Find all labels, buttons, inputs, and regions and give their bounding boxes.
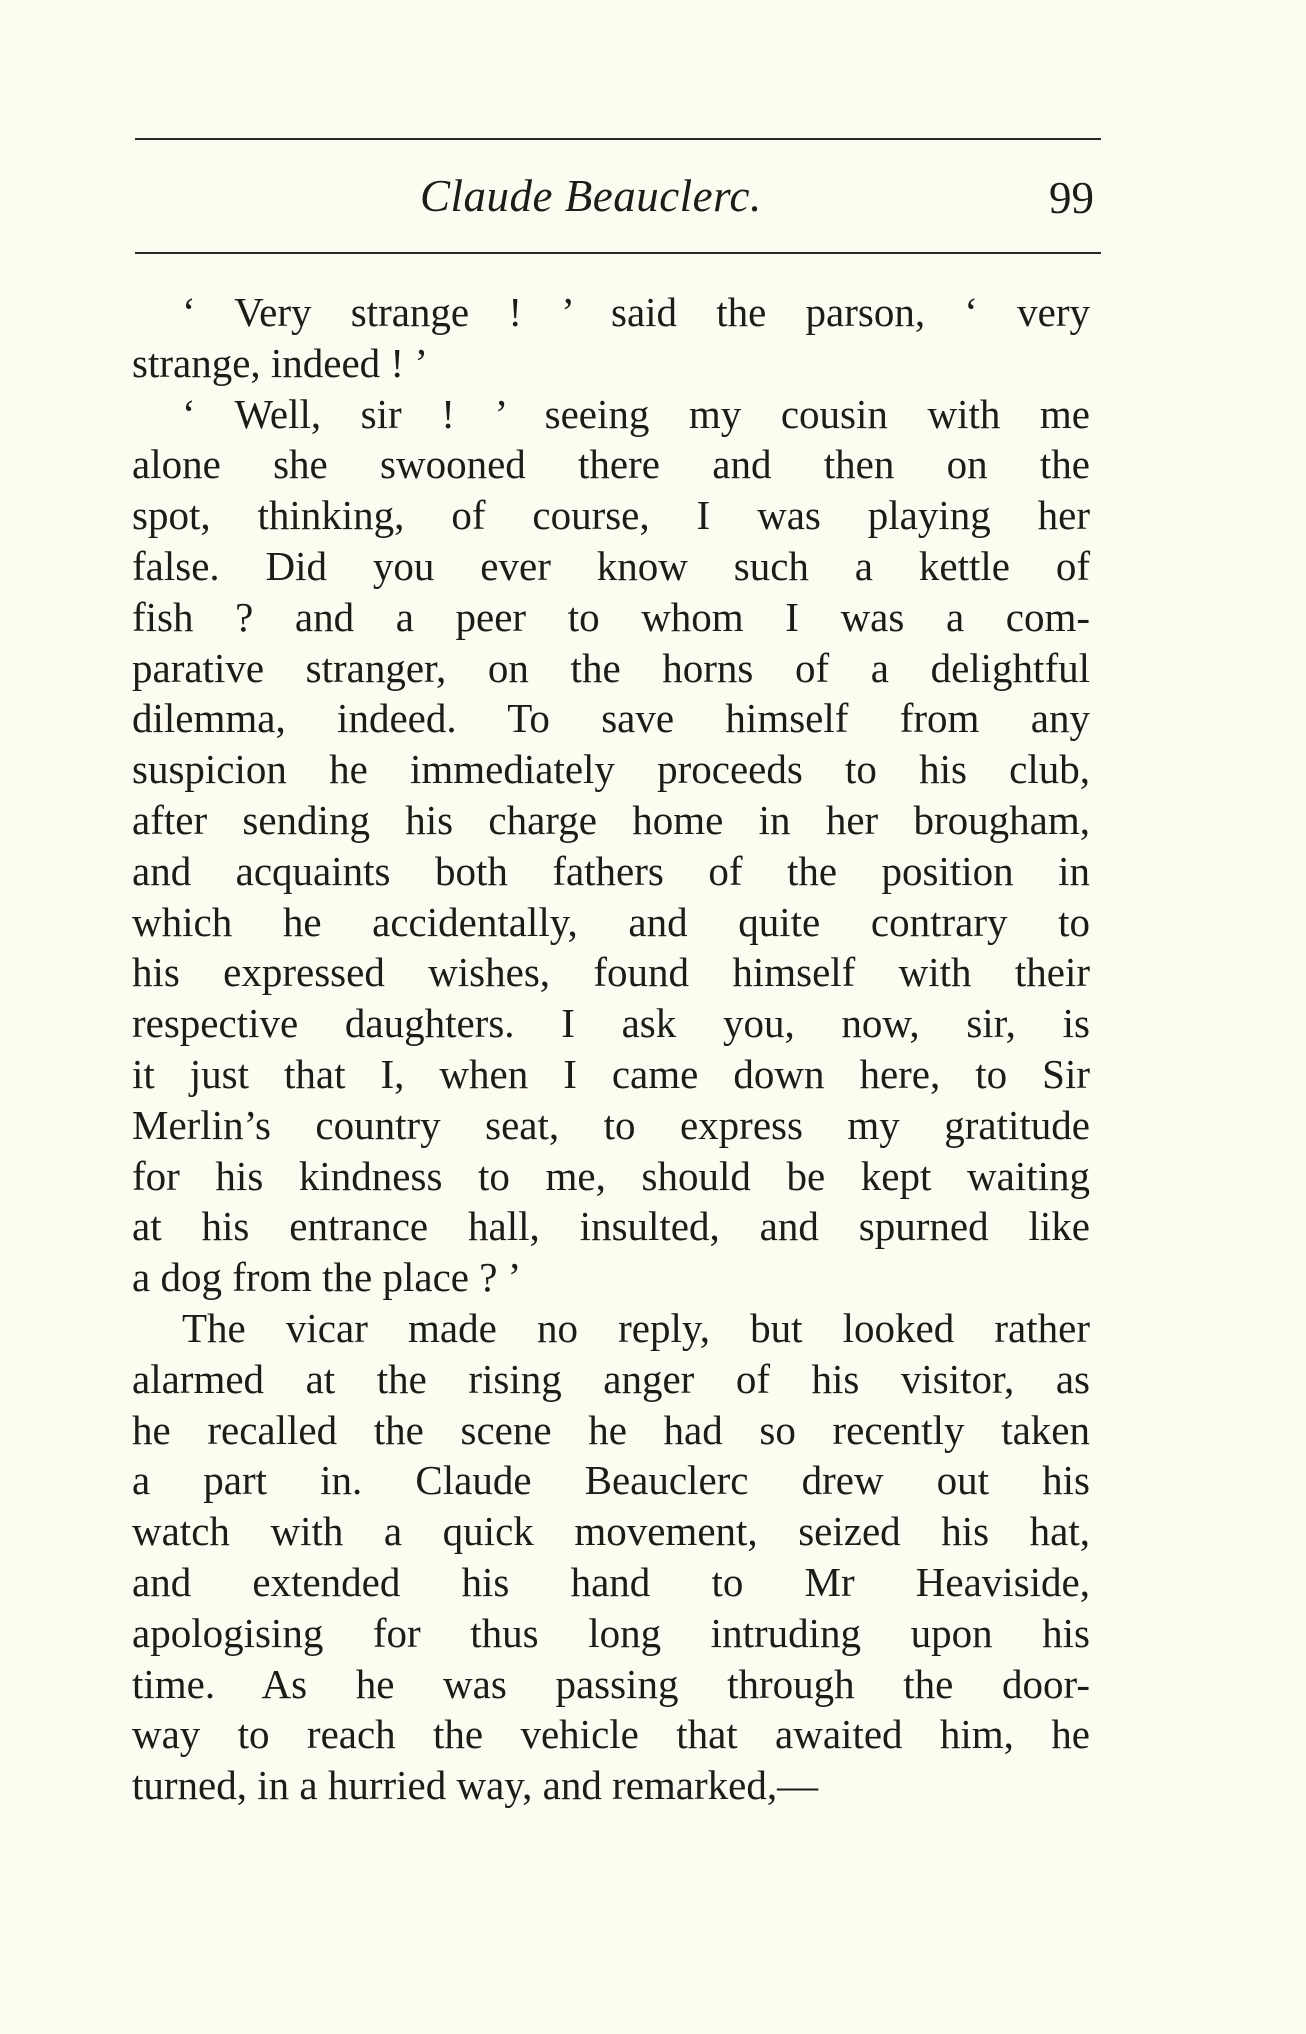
text-line: it just that I, when I came down here, to Sir [132,1050,1090,1097]
text-line: a dog from the place ? ’ [132,1254,522,1301]
text-line: respective daughters. I ask you, now, sir, is [132,1000,1090,1047]
text-line: strange, indeed ! ’ [132,339,428,386]
text-line: for his kindness to me, should be kept waiting [132,1152,1090,1199]
text-line: fish ? and a peer to whom I was a com- [132,593,1090,640]
header-rule-bottom [135,252,1101,254]
body-text [132,287,1090,1811]
text-line: alarmed at the rising anger of his visitor, as [132,1355,1090,1402]
text-line: watch with a quick movement, seized his hat, [132,1508,1090,1555]
page-number: 99 [1049,173,1094,223]
text-line: at his entrance hall, insulted, and spurned like [132,1203,1090,1250]
text-line: apologising for thus long intruding upon his [132,1609,1090,1656]
text-line: suspicion he immediately proceeds to his club, [132,746,1090,793]
running-head [0,168,1306,228]
text-line: a part in. Claude Beauclerc drew out his [132,1457,1090,1504]
text-line: time. As he was passing through the door- [132,1660,1090,1707]
text-line: false. Did you ever know such a kettle of [132,542,1090,589]
header-rule-top [135,138,1101,140]
text-line: The vicar made no reply, but looked rather [182,1304,1090,1351]
running-title: Claude Beauclerc. [420,171,762,221]
text-line: Merlin’s country seat, to express my gratitude [132,1101,1090,1148]
text-line: after sending his charge home in her brougham, [132,796,1090,843]
text-line: turned, in a hurried way, and remarked,— [132,1762,819,1809]
text-line: alone she swooned there and then on the [132,441,1090,488]
text-line: spot, thinking, of course, I was playing her [132,492,1090,539]
text-line: and acquaints both fathers of the position in [132,847,1090,894]
text-line: his expressed wishes, found himself with their [132,949,1090,996]
text-line: he recalled the scene he had so recently taken [132,1406,1090,1453]
text-line: parative stranger, on the horns of a delightful [132,644,1090,691]
text-line: dilemma, indeed. To save himself from any [132,695,1090,742]
text-line: ‘ Very strange ! ’ said the parson, ‘ very [182,289,1090,335]
text-line: and extended his hand to Mr Heaviside, [132,1558,1090,1605]
text-line: which he accidentally, and quite contrary to [132,898,1090,945]
text-line: ‘ Well, sir ! ’ seeing my cousin with me [182,390,1090,437]
text-line: way to reach the vehicle that awaited him, he [132,1711,1090,1758]
